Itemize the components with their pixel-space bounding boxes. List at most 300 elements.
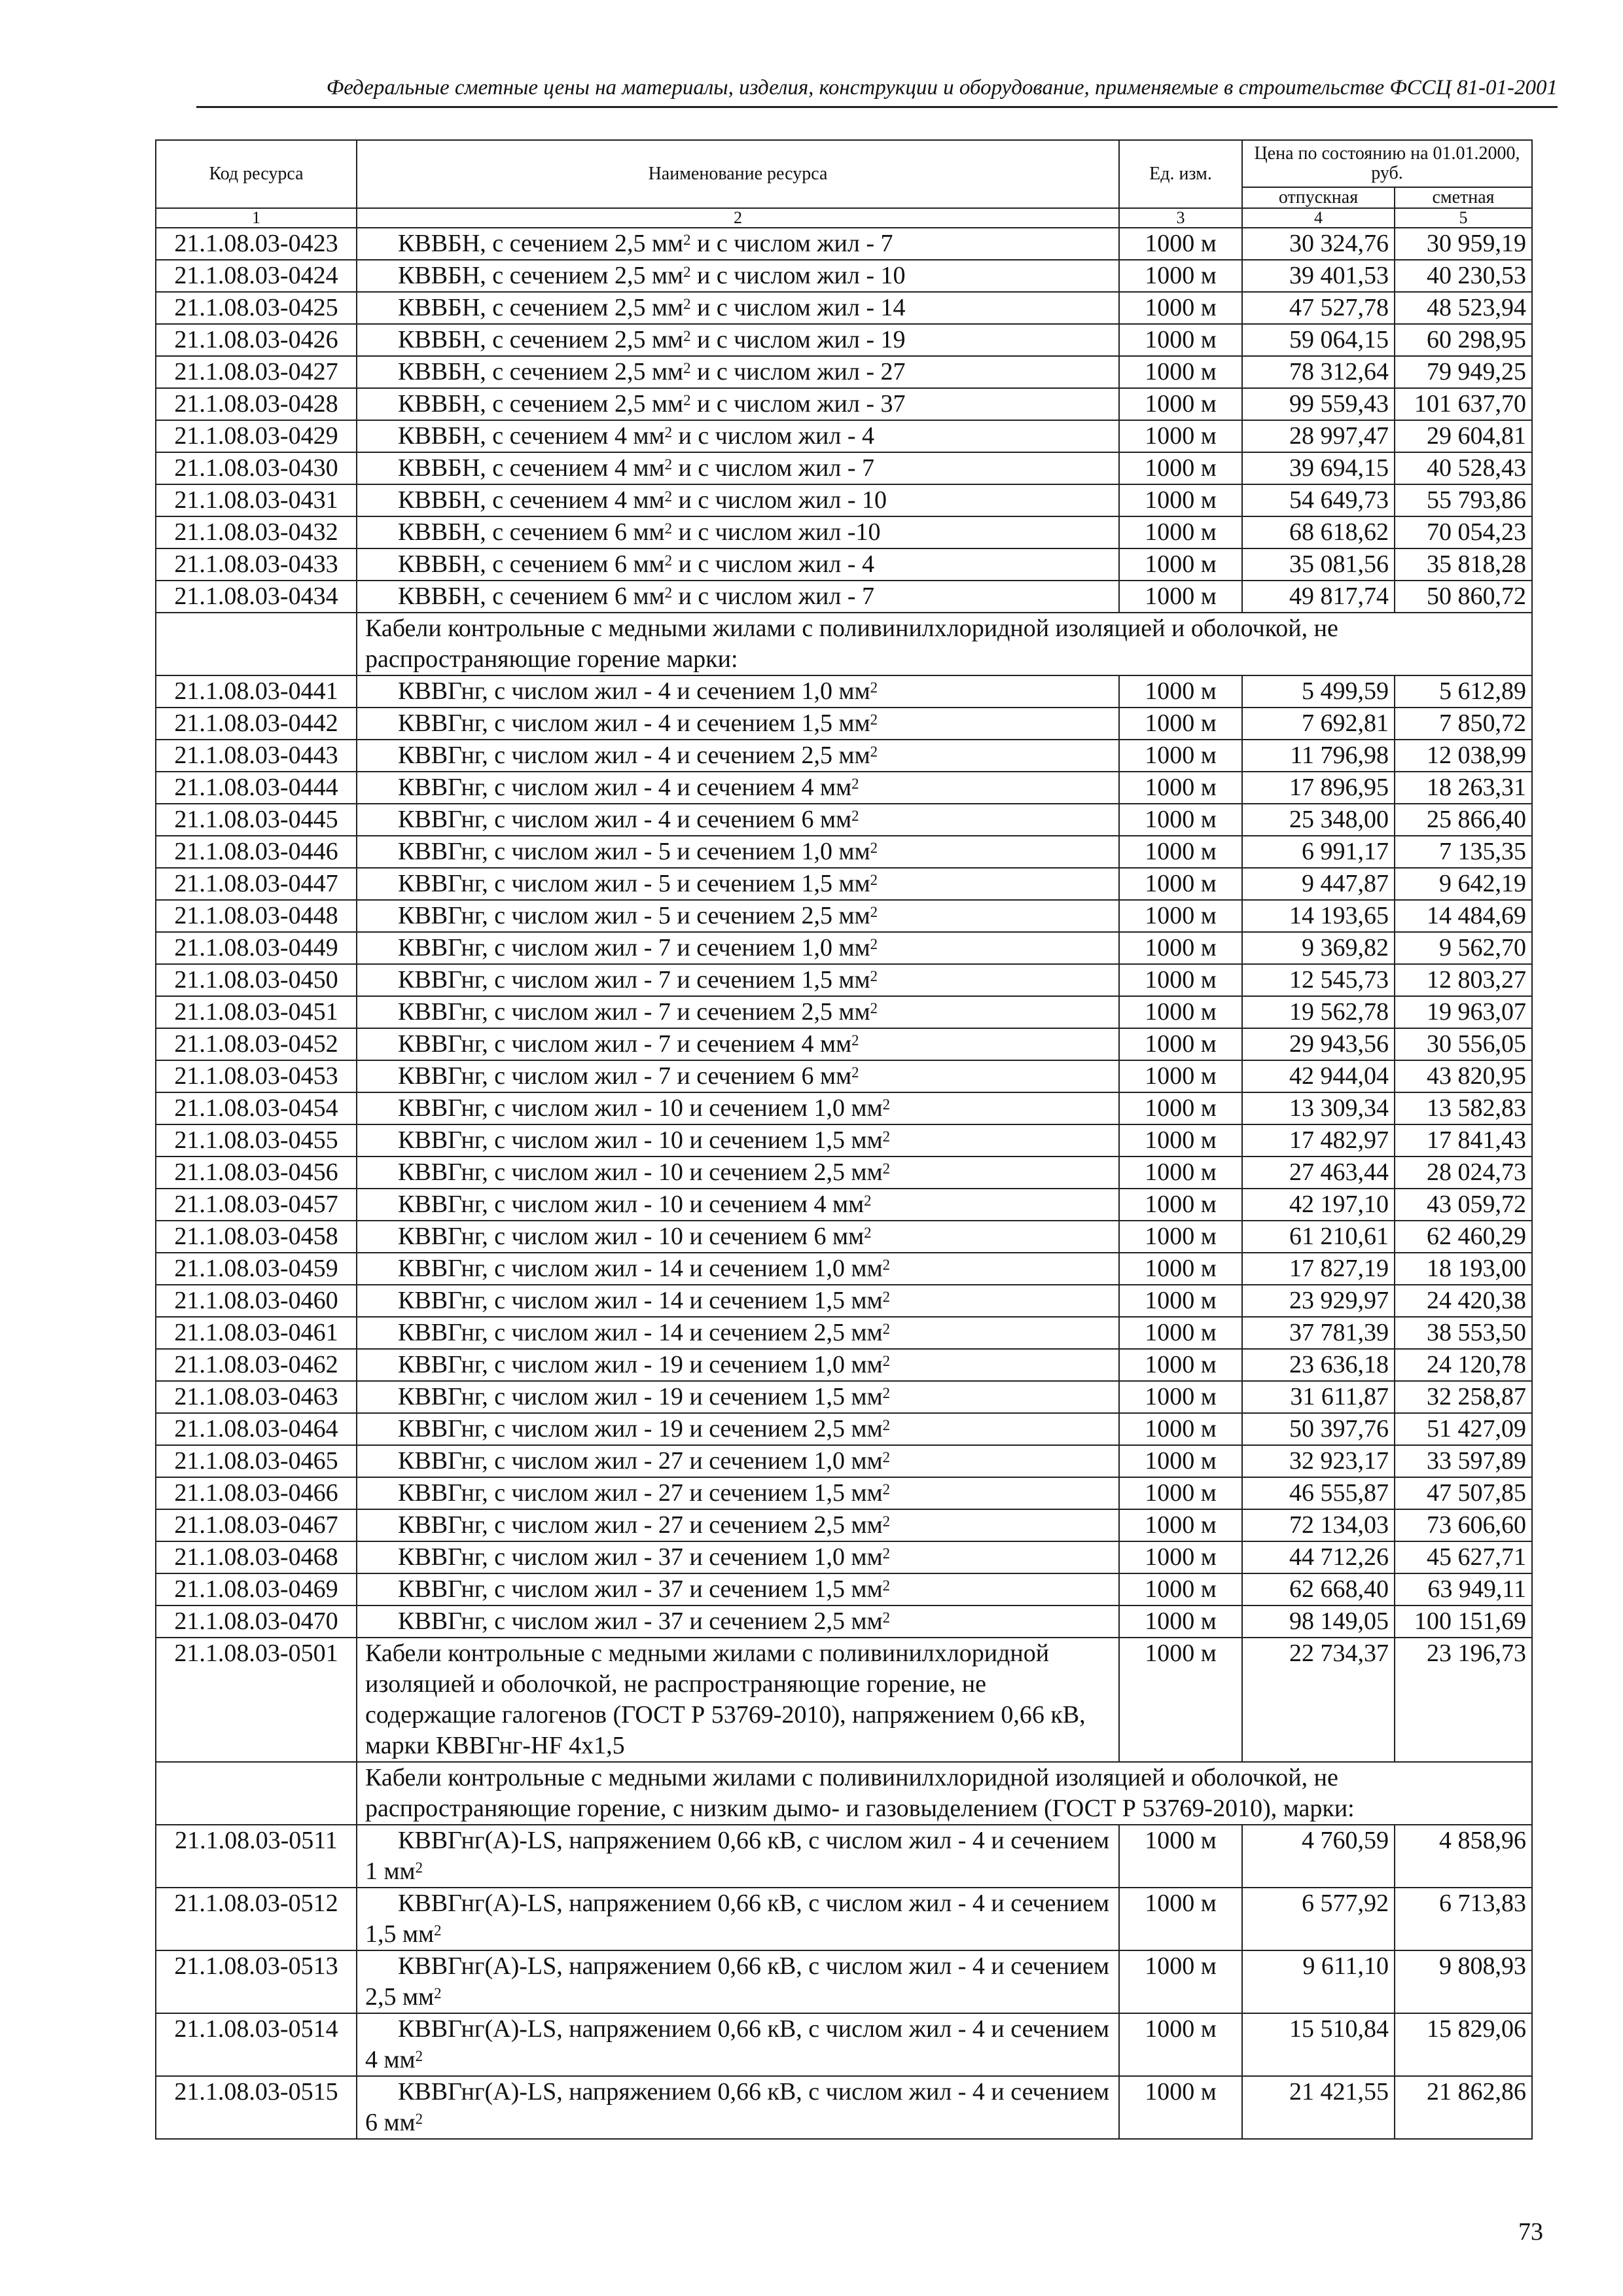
estimate-price: 5 612,89 <box>1395 675 1532 708</box>
table-row <box>156 836 1532 868</box>
resource-name-cell <box>357 1445 1119 1477</box>
resource-name-cell <box>357 420 1119 452</box>
unit: 1000 м <box>1119 1825 1242 1888</box>
table-row <box>156 1605 1532 1638</box>
resource-name: КВВГнг, с числом жил - 10 и сечением 1,5 $мм^2$ <box>398 1126 891 1154</box>
resource-code: 21.1.08.03-0434 <box>156 581 357 613</box>
estimate-price: 12 038,99 <box>1395 740 1532 772</box>
unit: 1000 м <box>1119 484 1242 516</box>
resource-name: КВВБН, с сечением 2,5 $мм^2$ и с числом жил - 19 <box>398 326 906 353</box>
resource-name: КВВГнг, с числом жил - 27 и сечением 1,0 $мм^2$ <box>398 1447 891 1475</box>
release-price: 39 401,53 <box>1242 260 1395 292</box>
resource-name-cell <box>357 1253 1119 1285</box>
table-row <box>156 581 1532 613</box>
unit: 1000 м <box>1119 964 1242 996</box>
resource-code: 21.1.08.03-0470 <box>156 1605 357 1638</box>
resource-name-cell <box>357 1317 1119 1349</box>
table-body <box>156 228 1532 2139</box>
resource-code: 21.1.08.03-0460 <box>156 1285 357 1317</box>
resource-name: КВВГнг, с числом жил - 19 и сечением 2,5 $мм^2$ <box>398 1415 891 1443</box>
release-price: 37 781,39 <box>1242 1317 1395 1349</box>
estimate-price: 50 860,72 <box>1395 581 1532 613</box>
resource-name-cell <box>357 804 1119 836</box>
release-price: 78 312,64 <box>1242 356 1395 388</box>
resource-code: 21.1.08.03-0442 <box>156 708 357 740</box>
unit: 1000 м <box>1119 1285 1242 1317</box>
resource-name: КВВГнг, с числом жил - 10 и сечением 2,5 $мм^2$ <box>398 1158 891 1186</box>
release-price: 25 348,00 <box>1242 804 1395 836</box>
table-row <box>156 1253 1532 1285</box>
resource-name-cell <box>357 964 1119 996</box>
estimate-price: 45 627,71 <box>1395 1541 1532 1573</box>
estimate-price: 30 556,05 <box>1395 1028 1532 1060</box>
estimate-price: 18 263,31 <box>1395 772 1532 804</box>
estimate-price: 15 829,06 <box>1395 2013 1532 2076</box>
unit: 1000 м <box>1119 1573 1242 1605</box>
resource-code: 21.1.08.03-0446 <box>156 836 357 868</box>
release-price: 17 896,95 <box>1242 772 1395 804</box>
resource-code: 21.1.08.03-0465 <box>156 1445 357 1477</box>
unit: 1000 м <box>1119 804 1242 836</box>
table-row <box>156 740 1532 772</box>
resource-code: 21.1.08.03-0458 <box>156 1221 357 1253</box>
unit: 1000 м <box>1119 1638 1242 1762</box>
unit: 1000 м <box>1119 1541 1242 1573</box>
release-price: 30 324,76 <box>1242 228 1395 260</box>
release-price: 13 309,34 <box>1242 1092 1395 1124</box>
resource-code: 21.1.08.03-0431 <box>156 484 357 516</box>
unit: 1000 м <box>1119 260 1242 292</box>
resource-name: КВВГнг, с числом жил - 4 и сечением 4 $мм^2$ <box>398 774 859 801</box>
unit: 1000 м <box>1119 2013 1242 2076</box>
resource-code: 21.1.08.03-0449 <box>156 932 357 964</box>
estimate-price: 33 597,89 <box>1395 1445 1532 1477</box>
estimate-price: 9 808,93 <box>1395 1950 1532 2013</box>
resource-name: КВВГнг, с числом жил - 37 и сечением 1,5 $мм^2$ <box>398 1575 891 1603</box>
table-row <box>156 2076 1532 2139</box>
release-price: 47 527,78 <box>1242 292 1395 324</box>
col-index-4: 4 <box>1242 208 1395 228</box>
table-row <box>156 1825 1532 1888</box>
resource-code: 21.1.08.03-0459 <box>156 1253 357 1285</box>
table-index-row <box>156 208 1532 228</box>
estimate-price: 28 024,73 <box>1395 1157 1532 1189</box>
estimate-price: 21 862,86 <box>1395 2076 1532 2139</box>
table-row <box>156 484 1532 516</box>
col-index-1: 1 <box>156 208 357 228</box>
unit: 1000 м <box>1119 1221 1242 1253</box>
resource-code: 21.1.08.03-0511 <box>156 1825 357 1888</box>
unit: 1000 м <box>1119 452 1242 484</box>
unit: 1000 м <box>1119 1317 1242 1349</box>
resource-name: КВВГнг, с числом жил - 19 и сечением 1,5 $мм^2$ <box>398 1383 891 1410</box>
release-price: 19 562,78 <box>1242 996 1395 1028</box>
col-release-header: отпускная <box>1242 187 1395 208</box>
unit: 1000 м <box>1119 1157 1242 1189</box>
table-row <box>156 1124 1532 1157</box>
resource-name: КВВГнг, с числом жил - 7 и сечением 6 $мм^2$ <box>398 1062 859 1090</box>
resource-name-cell <box>357 1605 1119 1638</box>
resource-name: КВВГнг(А)-LS, напряжением 0,66 кВ, с числом жил - 4 и сечением 6 $мм^2$ <box>365 2078 1110 2136</box>
resource-code: 21.1.08.03-0443 <box>156 740 357 772</box>
release-price: 17 827,19 <box>1242 1253 1395 1285</box>
release-price: 50 397,76 <box>1242 1413 1395 1445</box>
resource-name: КВВГнг, с числом жил - 14 и сечением 1,0 $мм^2$ <box>398 1255 891 1282</box>
resource-code: 21.1.08.03-0456 <box>156 1157 357 1189</box>
estimate-price: 63 949,11 <box>1395 1573 1532 1605</box>
estimate-price: 12 803,27 <box>1395 964 1532 996</box>
group-spacer-cell <box>156 1762 357 1825</box>
estimate-price: 24 120,78 <box>1395 1349 1532 1381</box>
table-row <box>156 1317 1532 1349</box>
resource-name: КВВГнг(А)-LS, напряжением 0,66 кВ, с числом жил - 4 и сечением 2,5 $мм^2$ <box>365 1952 1110 2011</box>
unit: 1000 м <box>1119 932 1242 964</box>
resource-code: 21.1.08.03-0514 <box>156 2013 357 2076</box>
resource-code: 21.1.08.03-0462 <box>156 1349 357 1381</box>
table-row <box>156 516 1532 548</box>
unit: 1000 м <box>1119 516 1242 548</box>
resource-name: КВВГнг, с числом жил - 7 и сечением 4 $мм^2$ <box>398 1030 859 1058</box>
resource-code: 21.1.08.03-0452 <box>156 1028 357 1060</box>
resource-name-cell <box>357 581 1119 613</box>
release-price: 22 734,37 <box>1242 1638 1395 1762</box>
resource-name-cell <box>357 548 1119 581</box>
resource-name: КВВГнг, с числом жил - 14 и сечением 1,5 $мм^2$ <box>398 1287 891 1314</box>
resource-name: КВВГнг, с числом жил - 27 и сечением 2,5 $мм^2$ <box>398 1511 891 1539</box>
col-index-3: 3 <box>1119 208 1242 228</box>
release-price: 9 369,82 <box>1242 932 1395 964</box>
release-price: 42 197,10 <box>1242 1189 1395 1221</box>
resource-name: КВВГнг, с числом жил - 5 и сечением 1,5 $мм^2$ <box>398 870 878 897</box>
group-heading: Кабели контрольные с медными жилами с поливинилхлоридной изоляцией и оболочкой, не распространяющие горение марки: <box>357 613 1532 675</box>
resource-name-cell <box>357 868 1119 900</box>
table-row <box>156 1060 1532 1092</box>
release-price: 72 134,03 <box>1242 1509 1395 1541</box>
resource-code: 21.1.08.03-0433 <box>156 548 357 581</box>
release-price: 14 193,65 <box>1242 900 1395 932</box>
group-row <box>156 613 1532 675</box>
resource-name: КВВБН, с сечением 6 $мм^2$ и с числом жил - 7 <box>398 583 874 610</box>
resource-name-cell <box>357 516 1119 548</box>
table-row <box>156 1028 1532 1060</box>
resource-name: КВВБН, с сечением 6 $мм^2$ и с числом жил - 4 <box>398 550 874 578</box>
resource-name-cell <box>357 1028 1119 1060</box>
release-price: 12 545,73 <box>1242 964 1395 996</box>
unit: 1000 м <box>1119 1349 1242 1381</box>
resource-name-cell <box>357 675 1119 708</box>
table-row <box>156 772 1532 804</box>
table-row <box>156 548 1532 581</box>
unit: 1000 м <box>1119 1950 1242 2013</box>
resource-code: 21.1.08.03-0454 <box>156 1092 357 1124</box>
table-row <box>156 1285 1532 1317</box>
estimate-price: 13 582,83 <box>1395 1092 1532 1124</box>
estimate-price: 9 562,70 <box>1395 932 1532 964</box>
resource-name: КВВГнг, с числом жил - 14 и сечением 2,5 $мм^2$ <box>398 1319 891 1346</box>
resource-code: 21.1.08.03-0428 <box>156 388 357 420</box>
estimate-price: 55 793,86 <box>1395 484 1532 516</box>
resource-name: КВВГнг, с числом жил - 10 и сечением 6 $мм^2$ <box>398 1223 872 1250</box>
estimate-price: 43 059,72 <box>1395 1189 1532 1221</box>
estimate-price: 30 959,19 <box>1395 228 1532 260</box>
table-row <box>156 452 1532 484</box>
unit: 1000 м <box>1119 1605 1242 1638</box>
table-row <box>156 1381 1532 1413</box>
unit: 1000 м <box>1119 836 1242 868</box>
unit: 1000 м <box>1119 228 1242 260</box>
unit: 1000 м <box>1119 1189 1242 1221</box>
resource-name-cell <box>357 1638 1119 1762</box>
estimate-price: 25 866,40 <box>1395 804 1532 836</box>
unit: 1000 м <box>1119 996 1242 1028</box>
table-row <box>156 1092 1532 1124</box>
release-price: 32 923,17 <box>1242 1445 1395 1477</box>
release-price: 27 463,44 <box>1242 1157 1395 1189</box>
resource-name: КВВГнг, с числом жил - 4 и сечением 2,5 $мм^2$ <box>398 742 878 769</box>
release-price: 44 712,26 <box>1242 1541 1395 1573</box>
release-price: 5 499,59 <box>1242 675 1395 708</box>
table-row <box>156 324 1532 356</box>
resource-name-cell <box>357 1124 1119 1157</box>
release-price: 61 210,61 <box>1242 1221 1395 1253</box>
release-price: 39 694,15 <box>1242 452 1395 484</box>
unit: 1000 м <box>1119 548 1242 581</box>
resource-name-cell <box>357 356 1119 388</box>
table-row <box>156 996 1532 1028</box>
resource-name-cell <box>357 1060 1119 1092</box>
resource-name-cell <box>357 1092 1119 1124</box>
release-price: 35 081,56 <box>1242 548 1395 581</box>
estimate-price: 70 054,23 <box>1395 516 1532 548</box>
resource-name: КВВГнг, с числом жил - 4 и сечением 1,5 $мм^2$ <box>398 709 878 737</box>
release-price: 28 997,47 <box>1242 420 1395 452</box>
resource-name: КВВГнг, с числом жил - 10 и сечением 4 $мм^2$ <box>398 1191 872 1218</box>
resource-name: КВВБН, с сечением 2,5 $мм^2$ и с числом жил - 10 <box>398 262 906 289</box>
release-price: 62 668,40 <box>1242 1573 1395 1605</box>
resource-code: 21.1.08.03-0455 <box>156 1124 357 1157</box>
table-row <box>156 420 1532 452</box>
resource-name-cell <box>357 1285 1119 1317</box>
resource-name-cell <box>357 1157 1119 1189</box>
table-row <box>156 868 1532 900</box>
release-price: 59 064,15 <box>1242 324 1395 356</box>
table-row <box>156 1445 1532 1477</box>
resource-code: 21.1.08.03-0513 <box>156 1950 357 2013</box>
release-price: 9 447,87 <box>1242 868 1395 900</box>
group-row <box>156 1762 1532 1825</box>
resource-name: КВВГнг, с числом жил - 5 и сечением 2,5 $мм^2$ <box>398 902 878 929</box>
resource-name-cell <box>357 900 1119 932</box>
release-price: 23 929,97 <box>1242 1285 1395 1317</box>
table-row <box>156 1638 1532 1762</box>
estimate-price: 40 230,53 <box>1395 260 1532 292</box>
resource-name: КВВГнг(А)-LS, напряжением 0,66 кВ, с числом жил - 4 и сечением 1 $мм^2$ <box>365 1827 1110 1885</box>
estimate-price: 24 420,38 <box>1395 1285 1532 1317</box>
resource-code: 21.1.08.03-0515 <box>156 2076 357 2139</box>
unit: 1000 м <box>1119 740 1242 772</box>
table-row <box>156 964 1532 996</box>
resource-code: 21.1.08.03-0512 <box>156 1888 357 1950</box>
resource-code: 21.1.08.03-0426 <box>156 324 357 356</box>
table-row <box>156 1477 1532 1509</box>
table-row <box>156 1157 1532 1189</box>
release-price: 29 943,56 <box>1242 1028 1395 1060</box>
page-number: 73 <box>1518 2218 1543 2246</box>
table-row <box>156 356 1532 388</box>
release-price: 21 421,55 <box>1242 2076 1395 2139</box>
unit: 1000 м <box>1119 708 1242 740</box>
resource-name-cell <box>357 260 1119 292</box>
resource-name: КВВГнг(А)-LS, напряжением 0,66 кВ, с числом жил - 4 и сечением 1,5 $мм^2$ <box>365 1890 1110 1948</box>
col-price-header: Цена по состоянию на 01.01.2000, руб. <box>1242 140 1532 187</box>
resource-name: КВВГнг, с числом жил - 19 и сечением 1,0 $мм^2$ <box>398 1351 891 1378</box>
unit: 1000 м <box>1119 675 1242 708</box>
release-price: 99 559,43 <box>1242 388 1395 420</box>
resource-name: КВВБН, с сечением 2,5 $мм^2$ и с числом жил - 27 <box>398 358 906 386</box>
resource-name: КВВБН, с сечением 4 $мм^2$ и с числом жил - 7 <box>398 454 874 482</box>
resource-code: 21.1.08.03-0423 <box>156 228 357 260</box>
resource-code: 21.1.08.03-0450 <box>156 964 357 996</box>
resource-name: КВВГнг, с числом жил - 27 и сечением 1,5 $мм^2$ <box>398 1479 891 1507</box>
resource-name-cell <box>357 2076 1119 2139</box>
resource-code: 21.1.08.03-0451 <box>156 996 357 1028</box>
col-index-5: 5 <box>1395 208 1532 228</box>
release-price: 31 611,87 <box>1242 1381 1395 1413</box>
estimate-price: 17 841,43 <box>1395 1124 1532 1157</box>
resource-name-cell <box>357 1509 1119 1541</box>
resource-name-cell <box>357 1573 1119 1605</box>
estimate-price: 14 484,69 <box>1395 900 1532 932</box>
resource-name-cell <box>357 292 1119 324</box>
table-row <box>156 1541 1532 1573</box>
resource-name: КВВБН, с сечением 4 $мм^2$ и с числом жил - 10 <box>398 486 887 514</box>
table-row <box>156 260 1532 292</box>
table-row <box>156 1950 1532 2013</box>
unit: 1000 м <box>1119 1381 1242 1413</box>
resource-name: КВВГнг, с числом жил - 37 и сечением 2,5 $мм^2$ <box>398 1607 891 1635</box>
table-row <box>156 1349 1532 1381</box>
unit: 1000 м <box>1119 868 1242 900</box>
resource-name: КВВБН, с сечением 2,5 $мм^2$ и с числом жил - 7 <box>398 230 893 257</box>
col-index-2: 2 <box>357 208 1119 228</box>
unit: 1000 м <box>1119 900 1242 932</box>
resource-name: КВВГнг, с числом жил - 10 и сечением 1,0 $мм^2$ <box>398 1094 891 1122</box>
resource-name: КВВБН, с сечением 2,5 $мм^2$ и с числом жил - 14 <box>398 294 906 321</box>
estimate-price: 47 507,85 <box>1395 1477 1532 1509</box>
unit: 1000 м <box>1119 1445 1242 1477</box>
estimate-price: 38 553,50 <box>1395 1317 1532 1349</box>
estimate-price: 43 820,95 <box>1395 1060 1532 1092</box>
resource-name-cell <box>357 1349 1119 1381</box>
resource-name-cell <box>357 836 1119 868</box>
col-name-header: Наименование ресурса <box>357 140 1119 208</box>
release-price: 42 944,04 <box>1242 1060 1395 1092</box>
resource-name-cell <box>357 932 1119 964</box>
resource-name-cell <box>357 324 1119 356</box>
price-table <box>155 139 1533 2140</box>
resource-code: 21.1.08.03-0424 <box>156 260 357 292</box>
group-spacer-cell <box>156 613 357 675</box>
estimate-price: 35 818,28 <box>1395 548 1532 581</box>
unit: 1000 м <box>1119 1092 1242 1124</box>
release-price: 17 482,97 <box>1242 1124 1395 1157</box>
release-price: 49 817,74 <box>1242 581 1395 613</box>
unit: 1000 м <box>1119 772 1242 804</box>
resource-code: 21.1.08.03-0441 <box>156 675 357 708</box>
estimate-price: 100 151,69 <box>1395 1605 1532 1638</box>
unit: 1000 м <box>1119 292 1242 324</box>
unit: 1000 м <box>1119 420 1242 452</box>
resource-name-cell <box>357 228 1119 260</box>
estimate-price: 6 713,83 <box>1395 1888 1532 1950</box>
release-price: 54 649,73 <box>1242 484 1395 516</box>
estimate-price: 18 193,00 <box>1395 1253 1532 1285</box>
resource-name-cell <box>357 1541 1119 1573</box>
resource-code: 21.1.08.03-0467 <box>156 1509 357 1541</box>
table-row <box>156 900 1532 932</box>
table-row <box>156 675 1532 708</box>
table-row <box>156 228 1532 260</box>
release-price: 23 636,18 <box>1242 1349 1395 1381</box>
estimate-price: 73 606,60 <box>1395 1509 1532 1541</box>
resource-name: КВВГнг, с числом жил - 7 и сечением 1,0 $мм^2$ <box>398 934 878 961</box>
release-price: 46 555,87 <box>1242 1477 1395 1509</box>
resource-name-cell <box>357 996 1119 1028</box>
table-row <box>156 1413 1532 1445</box>
table-row <box>156 388 1532 420</box>
group-heading: Кабели контрольные с медными жилами с поливинилхлоридной изоляцией и оболочкой, не распространяющие горение, с низким дымо- и газовыделением (ГОСТ Р 53769-2010), марки: <box>357 1762 1532 1825</box>
resource-code: 21.1.08.03-0501 <box>156 1638 357 1762</box>
resource-name-cell <box>357 740 1119 772</box>
table-row <box>156 932 1532 964</box>
unit: 1000 м <box>1119 324 1242 356</box>
table-row <box>156 1221 1532 1253</box>
table-row <box>156 1189 1532 1221</box>
resource-name: Кабели контрольные с медными жилами с поливинилхлоридной изоляцией и оболочкой, не распространяющие горение, не содержащие галогенов (ГОСТ Р 53769-2010), напряжением 0,66 кВ, марки КВВГнг-HF 4x1,5 <box>365 1640 1086 1759</box>
resource-name-cell <box>357 1381 1119 1413</box>
resource-name: КВВГнг, с числом жил - 37 и сечением 1,0 $мм^2$ <box>398 1543 891 1571</box>
release-price: 98 149,05 <box>1242 1605 1395 1638</box>
resource-code: 21.1.08.03-0430 <box>156 452 357 484</box>
unit: 1000 м <box>1119 1060 1242 1092</box>
release-price: 15 510,84 <box>1242 2013 1395 2076</box>
estimate-price: 7 135,35 <box>1395 836 1532 868</box>
resource-name-cell <box>357 484 1119 516</box>
release-price: 4 760,59 <box>1242 1825 1395 1888</box>
unit: 1000 м <box>1119 1413 1242 1445</box>
unit: 1000 м <box>1119 1888 1242 1950</box>
resource-code: 21.1.08.03-0463 <box>156 1381 357 1413</box>
estimate-price: 51 427,09 <box>1395 1413 1532 1445</box>
resource-name-cell <box>357 1950 1119 2013</box>
resource-code: 21.1.08.03-0466 <box>156 1477 357 1509</box>
resource-code: 21.1.08.03-0464 <box>156 1413 357 1445</box>
estimate-price: 40 528,43 <box>1395 452 1532 484</box>
resource-name: КВВБН, с сечением 2,5 $мм^2$ и с числом жил - 37 <box>398 390 906 418</box>
unit: 1000 м <box>1119 1028 1242 1060</box>
resource-name: КВВБН, с сечением 4 $мм^2$ и с числом жил - 4 <box>398 422 874 450</box>
unit: 1000 м <box>1119 356 1242 388</box>
estimate-price: 62 460,29 <box>1395 1221 1532 1253</box>
resource-name: КВВГнг, с числом жил - 7 и сечением 1,5 $мм^2$ <box>398 966 878 994</box>
resource-code: 21.1.08.03-0447 <box>156 868 357 900</box>
estimate-price: 60 298,95 <box>1395 324 1532 356</box>
table-row <box>156 1573 1532 1605</box>
release-price: 6 577,92 <box>1242 1888 1395 1950</box>
resource-name-cell <box>357 772 1119 804</box>
unit: 1000 м <box>1119 1253 1242 1285</box>
resource-name-cell <box>357 2013 1119 2076</box>
